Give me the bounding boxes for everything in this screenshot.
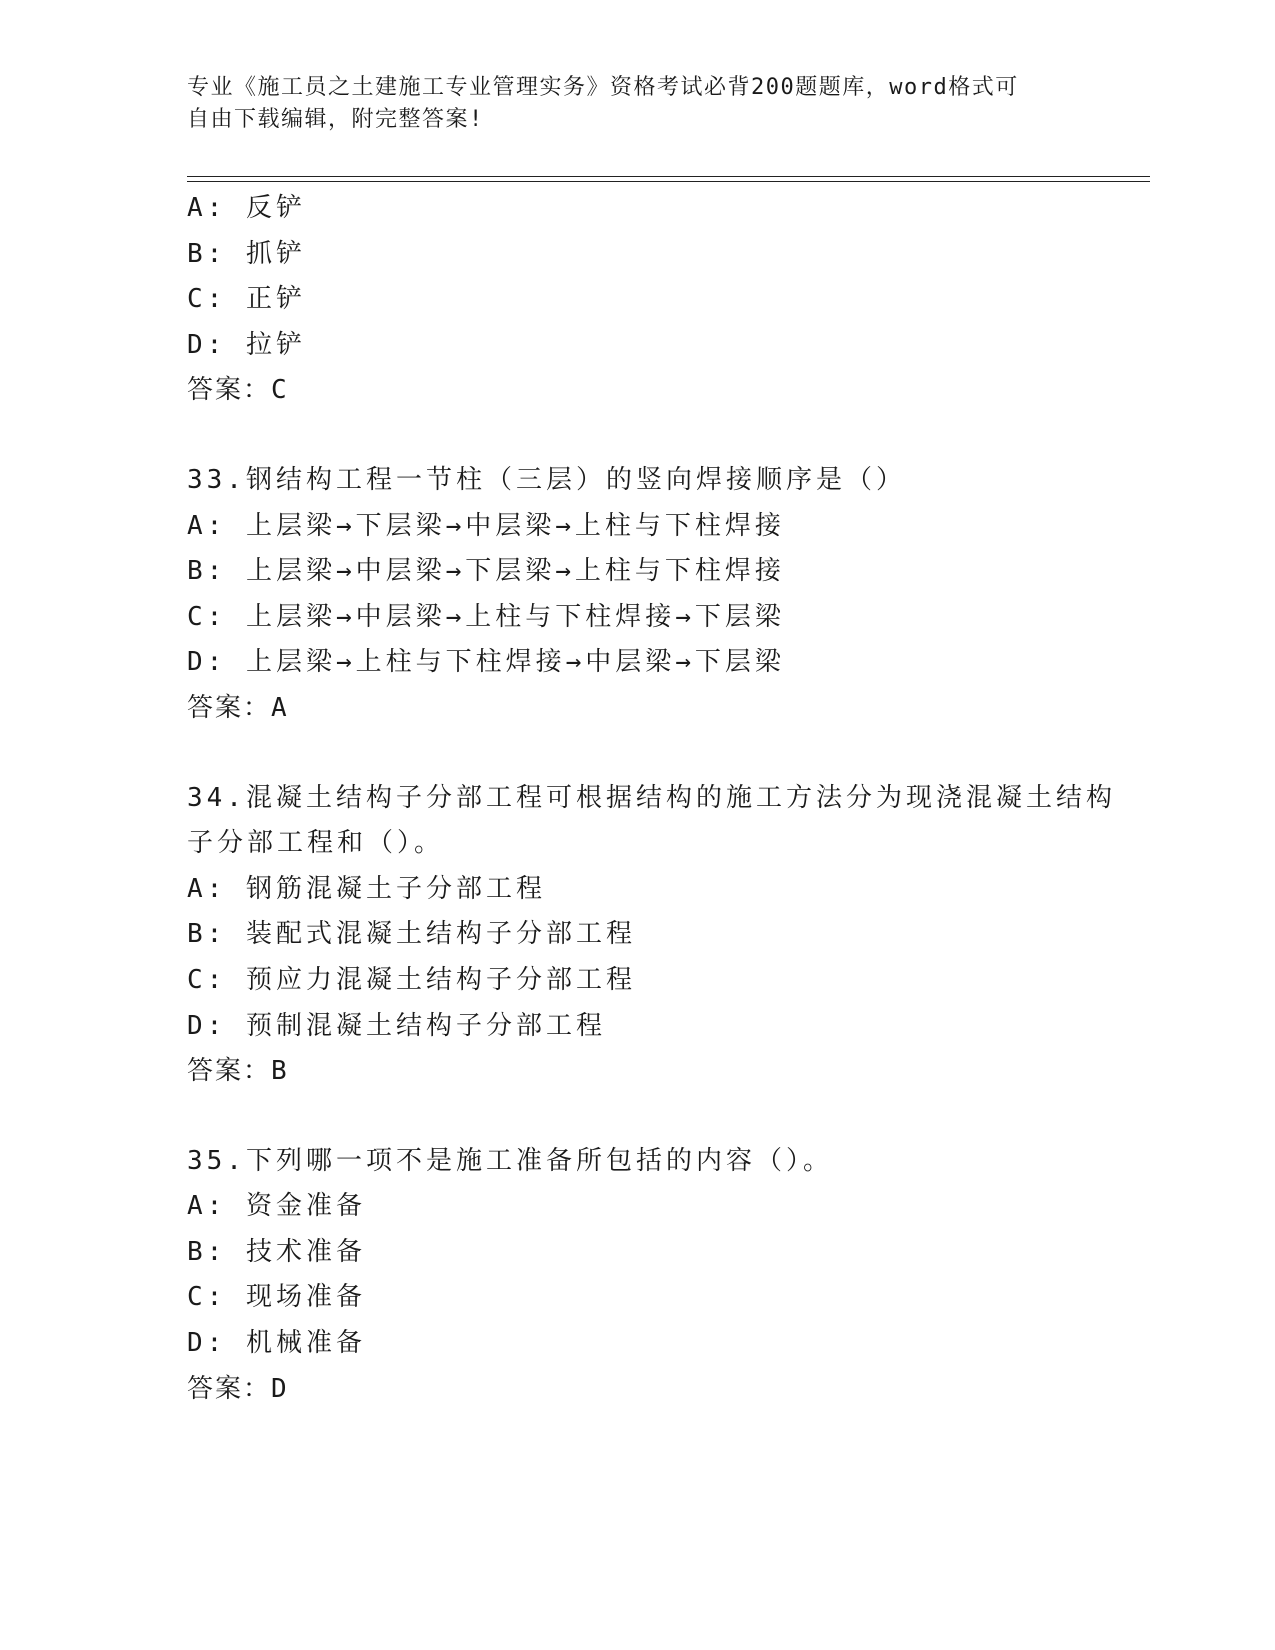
option-d: D: 拉铲 <box>187 329 306 360</box>
header-title-line-2: 自由下载编辑，附完整答案! <box>187 107 484 132</box>
question-block-35 <box>187 1139 1087 1413</box>
option-a: A: 资金准备 <box>187 1191 366 1222</box>
option-a: A: 反铲 <box>187 193 306 223</box>
option-c: C: 预应力混凝土结构子分部工程 <box>187 964 636 995</box>
question-block-34 <box>187 776 1116 1095</box>
option-b: B: 技术准备 <box>187 1236 366 1267</box>
block-spacer <box>187 732 1087 776</box>
question-text: 33.钢结构工程一节柱（三层）的竖向焊接顺序是（） <box>187 464 906 495</box>
option-b: B: 装配式混凝土结构子分部工程 <box>187 919 636 950</box>
question-block-33 <box>187 458 1087 732</box>
option-d: D: 预制混凝土结构子分部工程 <box>187 1010 606 1041</box>
option-c: C: 上层梁→中层梁→上柱与下柱焊接→下层梁 <box>187 601 785 632</box>
question-text: 35.下列哪一项不是施工准备所包括的内容（）。 <box>187 1145 833 1176</box>
question-block-32 <box>187 186 1087 414</box>
answer: 答案：B <box>187 1056 289 1087</box>
option-c: C: 现场准备 <box>187 1282 366 1313</box>
header-divider-top <box>187 176 1150 177</box>
question-text-line-1: 34.混凝土结构子分部工程可根据结构的施工方法分为现浇混凝土结构 <box>187 782 1116 813</box>
header-divider-bottom <box>187 181 1150 182</box>
question-text-line-2: 子分部工程和（）。 <box>187 828 445 859</box>
option-a: A: 上层梁→下层梁→中层梁→上柱与下柱焊接 <box>187 510 785 541</box>
option-b: B: 抓铲 <box>187 238 306 269</box>
question-list <box>187 186 1116 1412</box>
document-header <box>187 72 1067 136</box>
option-c: C: 正铲 <box>187 284 306 315</box>
block-spacer <box>187 414 1087 458</box>
answer: 答案：C <box>187 375 289 406</box>
option-b: B: 上层梁→中层梁→下层梁→上柱与下柱焊接 <box>187 556 785 587</box>
answer: 答案：D <box>187 1373 289 1404</box>
option-a: A: 钢筋混凝土子分部工程 <box>187 873 546 904</box>
option-d: D: 上层梁→上柱与下柱焊接→中层梁→下层梁 <box>187 647 785 678</box>
option-d: D: 机械准备 <box>187 1328 366 1359</box>
header-title-line-1: 专业《施工员之土建施工专业管理实务》资格考试必背200题题库，word格式可 <box>187 75 1019 100</box>
block-spacer <box>187 1095 1087 1139</box>
answer: 答案：A <box>187 692 289 723</box>
